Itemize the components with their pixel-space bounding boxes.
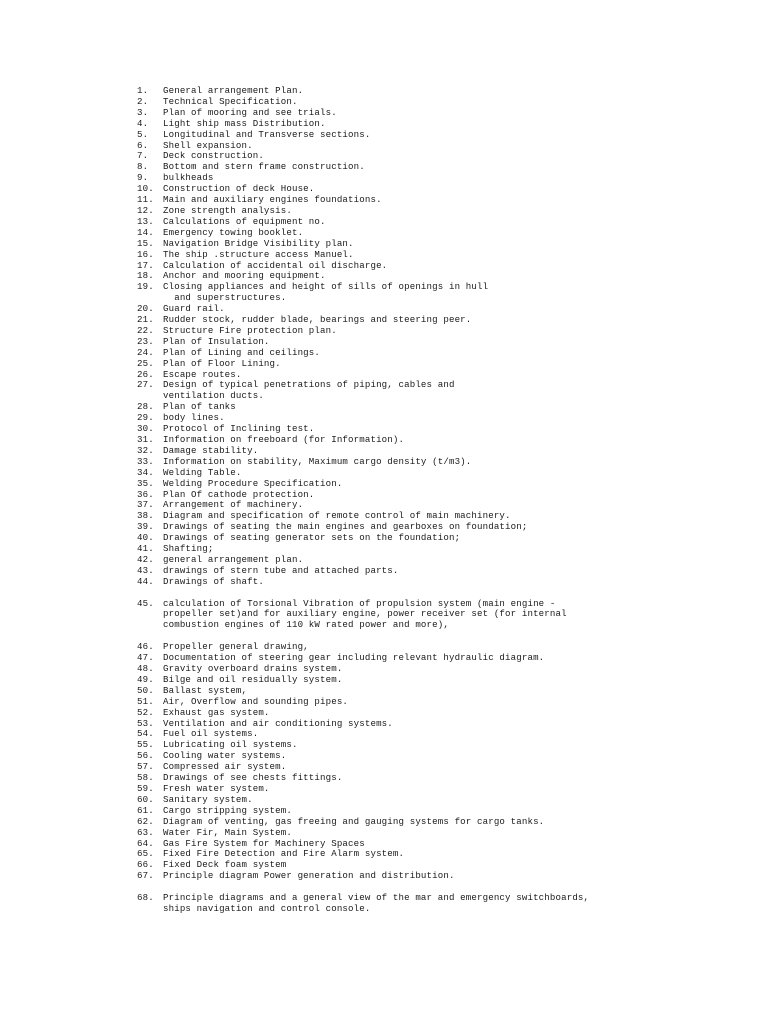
item-text: Main and auxiliary engines foundations. [163,194,382,206]
item-text: calculation of Torsional Vibration of propulsion system (main engine - propeller set)and for auxiliary engine, power receiver set (for internal combustion engines of 110 kW rated power and more), [163,597,567,631]
item-text: Drawings of seating the main engines and gearboxes on foundation; [163,521,528,533]
item-number: 59. [137,782,154,794]
item-number: 60. [137,793,154,805]
item-number: 25. [137,357,154,369]
item-text: Damage stability. [163,444,259,456]
item-text: Water Fir, Main System. [163,826,292,838]
item-number: 56. [137,750,154,762]
item-text: Rudder stock, rudder blade, bearings and steering peer. [163,314,472,326]
item-number: 27. [137,379,154,391]
item-number: 65. [137,848,154,860]
item-number: 61. [137,804,154,816]
item-text: drawings of stern tube and attached parts. [163,564,399,576]
item-text: The ship .structure access Manuel. [163,248,354,260]
item-number: 39. [137,521,154,533]
item-text: Plan of Floor Lining. [163,357,281,369]
list-item [137,697,737,708]
item-number: 52. [137,706,154,718]
item-number: 30. [137,423,154,435]
item-text: Information on freeboard (for Information). [163,434,405,445]
item-number: 34. [137,466,154,478]
item-number: 35. [137,477,154,489]
item-number: 50. [137,684,154,696]
item-text: Closing appliances and height of sills of openings in hull and superstructures. [163,281,489,304]
item-number: 54. [137,728,154,740]
item-number: 57. [137,761,154,773]
item-number: 64. [137,837,154,849]
item-text: Shafting; [163,543,214,555]
item-number: 3. [137,106,149,118]
item-text: Diagram and specification of remote control of main machinery. [163,510,511,522]
item-number: 45. [137,597,154,609]
list-item [137,468,737,479]
item-number: 28. [137,401,154,413]
item-number: 36. [137,488,154,500]
item-number: 32. [137,444,154,456]
item-number: 20. [137,303,154,315]
item-number: 21. [137,314,154,326]
list-item [137,577,737,588]
item-text: Propeller general drawing, [163,641,309,653]
item-text: Structure Fire protection plan. [163,324,337,336]
item-text: Fuel oil systems. [163,728,259,740]
item-number: 51. [137,695,154,707]
item-text: Lubricating oil systems. [163,739,298,751]
item-text: Plan Of cathode protection. [163,488,315,500]
item-number: 1. [137,85,149,96]
item-text: Principle diagrams and a general view of the mar and emergency switchboards, ships navigation and control console. [163,892,590,914]
item-text: Shell expansion. [163,139,253,151]
item-text: Cargo stripping system. [163,804,292,816]
item-number: 66. [137,859,154,871]
item-text: Plan of mooring and see trials. [163,106,337,118]
item-text: Gravity overboard drains system. [163,663,343,674]
item-text: Longitudinal and Transverse sections. [163,128,371,140]
list-item [137,119,737,130]
item-text: Plan of Insulation. [163,335,270,347]
list-item [137,708,737,719]
item-text: Construction of deck House. [163,183,315,195]
drawings-list [137,86,737,915]
item-text: body lines. [163,412,225,424]
item-number: 40. [137,532,154,544]
list-item [137,402,737,413]
item-text: Compressed air system. [163,761,287,773]
item-text: Principle diagram Power generation and distribution. [163,870,455,882]
list-item [137,359,737,370]
item-number: 18. [137,270,154,282]
item-text: Calculations of equipment no. [163,215,326,227]
item-number: 44. [137,575,154,587]
list-item [137,239,737,250]
list-item [137,130,737,141]
item-number: 22. [137,324,154,336]
item-text: Drawings of shaft. [163,575,264,587]
item-text: Protocol of Inclining test. [163,423,315,435]
item-number: 8. [137,161,149,173]
item-number: 2. [137,95,149,107]
item-number: 47. [137,652,154,664]
item-number: 7. [137,150,149,162]
item-number: 24. [137,346,154,358]
item-number: 6. [137,139,149,151]
item-number: 38. [137,510,154,522]
item-number: 53. [137,717,154,729]
item-text: Technical Specification. [163,95,298,107]
item-text: Sanitary system. [163,793,253,805]
item-number: 41. [137,543,154,555]
list-item [137,282,737,304]
item-number: 23. [137,335,154,347]
item-number: 58. [137,772,154,784]
item-text: Zone strength analysis. [163,204,292,216]
list-item [137,893,737,915]
list-item [137,162,737,173]
list-item [137,828,737,839]
item-number: 19. [137,281,154,293]
item-number: 33. [137,455,154,467]
item-text: Design of typical penetrations of piping, cables and ventilation ducts. [163,379,455,402]
item-text: general arrangement plan. [163,553,304,565]
list-item [137,871,737,882]
item-text: Drawings of seating generator sets on the foundation; [163,532,461,544]
item-number: 11. [137,194,154,206]
item-number: 46. [137,641,154,653]
item-number: 12. [137,204,154,216]
list-item [137,250,737,261]
item-number: 67. [137,870,154,882]
item-number: 10. [137,183,154,195]
item-number: 62. [137,815,154,827]
item-number: 31. [137,434,154,445]
item-number: 15. [137,237,154,249]
item-text: Deck construction. [163,150,264,162]
item-number: 42. [137,553,154,565]
list-item [137,380,737,402]
item-number: 17. [137,259,154,271]
item-text: Ballast system, [163,684,248,696]
item-text: Gas Fire System for Machinery Spaces [163,837,365,849]
item-text: Plan of Lining and ceilings. [163,346,320,358]
item-number: 4. [137,117,149,129]
list-item [137,817,737,828]
item-number: 26. [137,368,154,380]
item-number: 5. [137,128,149,140]
item-text: Plan of tanks [163,401,236,413]
item-number: 9. [137,172,149,184]
item-text: Ventilation and air conditioning systems. [163,717,393,729]
item-text: Welding Table. [163,466,242,478]
item-text: Air, Overflow and sounding pipes. [163,695,349,707]
item-text: Fixed Fire Detection and Fire Alarm system. [163,848,405,860]
item-text: Calculation of accidental oil discharge. [163,259,388,271]
item-number: 49. [137,673,154,685]
item-text: Bottom and stern frame construction. [163,161,365,173]
item-number: 68. [137,892,154,904]
item-text: Anchor and mooring equipment. [163,270,326,282]
item-text: Escape routes. [163,368,242,380]
item-number: 29. [137,412,154,424]
item-text: Fixed Deck foam system [163,859,287,871]
item-number: 63. [137,826,154,838]
item-number: 14. [137,226,154,238]
item-text: Drawings of see chests fittings. [163,772,343,784]
item-text: General arrangement Plan. [163,85,304,96]
list-item [137,533,737,544]
list-item [137,599,737,632]
item-text: Cooling water systems. [163,750,287,762]
item-number: 37. [137,499,154,511]
item-text: Documentation of steering gear including relevant hydraulic diagram. [163,652,545,664]
item-text: Exhaust gas system. [163,706,270,718]
item-text: Bilge and oil residually system. [163,673,343,685]
item-text: Light ship mass Distribution. [163,117,326,129]
item-text: Information on stability, Maximum cargo density (t/m3). [163,455,472,467]
item-text: Fresh water system. [163,782,270,794]
item-number: 48. [137,663,154,674]
item-text: Diagram of venting, gas freeing and gauging systems for cargo tanks. [163,815,545,827]
item-text: Guard rail. [163,303,225,315]
item-text: Arrangement of machinery. [163,499,304,511]
item-number: 13. [137,215,154,227]
list-item [137,479,737,490]
item-text: Welding Procedure Specification. [163,477,343,489]
item-text: Emergency towing booklet. [163,226,304,238]
item-number: 55. [137,739,154,751]
item-text: bulkheads [163,172,214,184]
item-number: 16. [137,248,154,260]
item-text: Navigation Bridge Visibility plan. [163,237,354,249]
item-number: 43. [137,564,154,576]
